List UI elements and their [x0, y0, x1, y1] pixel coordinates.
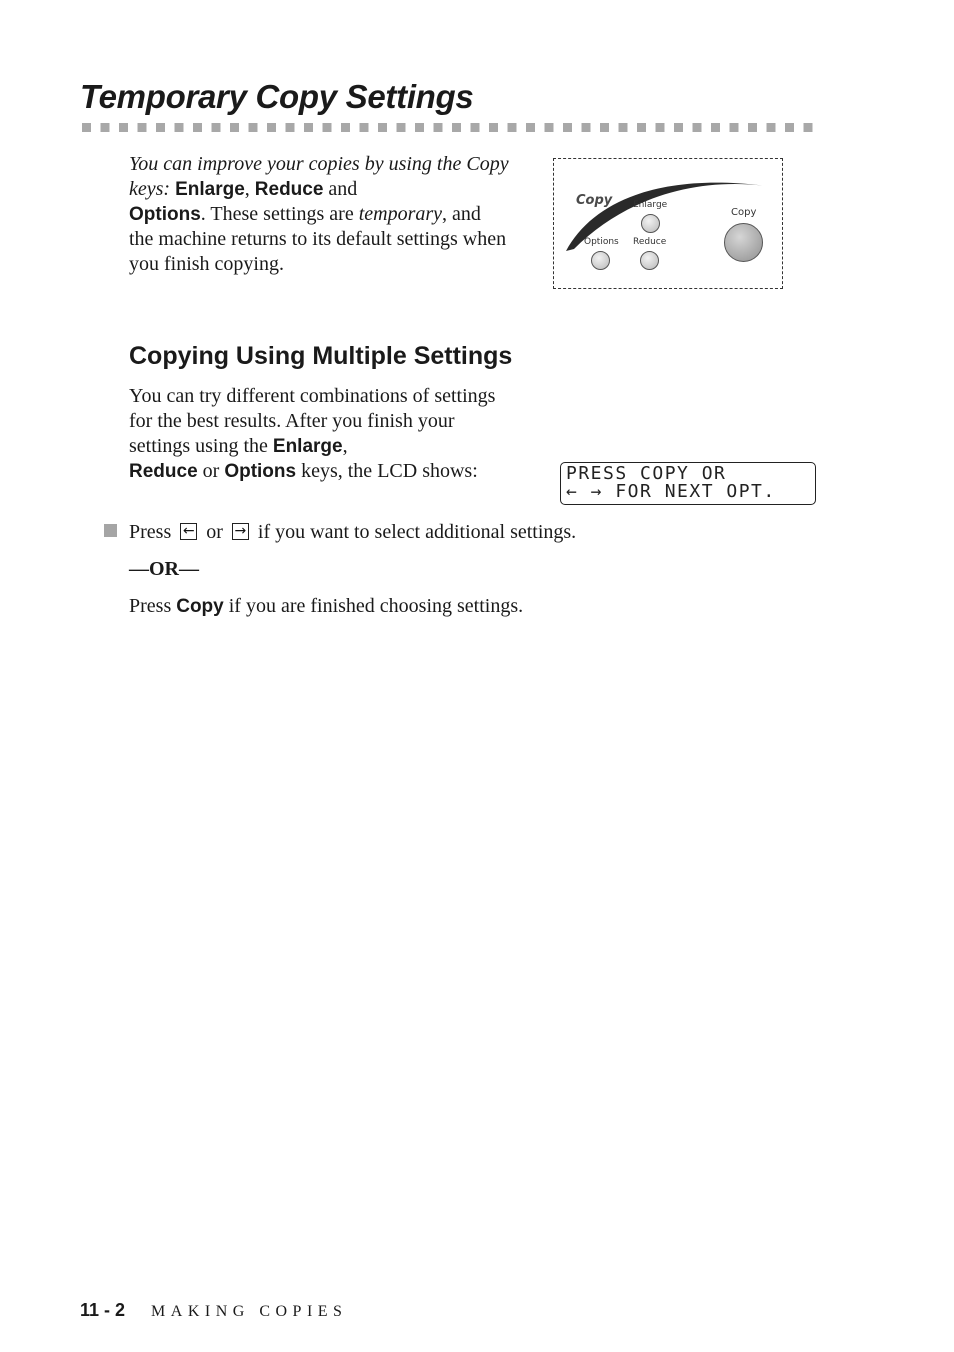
intro-text-2: . These settings are	[200, 203, 359, 225]
body-comma: ,	[342, 435, 348, 457]
key-copy: Copy	[176, 596, 224, 617]
intro-emphasis: temporary	[358, 203, 443, 225]
intro-and: and	[323, 178, 358, 200]
title-divider	[82, 123, 822, 132]
reduce-button[interactable]	[640, 251, 659, 270]
copy-instruction	[129, 594, 523, 619]
left-arrow-key-icon: ←	[180, 523, 197, 540]
key-options: Options	[224, 461, 297, 482]
bullet-marker	[104, 524, 117, 537]
key-reduce: Reduce	[129, 461, 198, 482]
body-text-2: keys, the LCD shows:	[296, 460, 478, 482]
copy-press: Press	[129, 595, 177, 617]
page-number: 11 - 2	[80, 1300, 126, 1320]
panel-options-label: Options	[584, 237, 619, 247]
options-button[interactable]	[591, 251, 610, 270]
copy-button[interactable]	[724, 223, 763, 262]
bullet-press: Press	[129, 521, 172, 543]
or-separator: —OR—	[129, 558, 199, 580]
panel-reduce-label: Reduce	[633, 237, 667, 247]
key-options: Options	[129, 204, 201, 225]
page-footer	[80, 1300, 347, 1321]
panel-copy-label: Copy	[731, 207, 757, 218]
key-enlarge: Enlarge	[272, 436, 343, 457]
intro-paragraph	[129, 152, 509, 277]
body-text-1: You can try different combinations of settings for the best results. After you finish your settings using the	[129, 385, 496, 457]
bullet-or: or	[206, 521, 223, 543]
enlarge-button[interactable]	[641, 214, 660, 233]
panel-enlarge-label: Enlarge	[633, 200, 668, 210]
section-heading: Copying Using Multiple Settings	[129, 342, 513, 370]
bullet-text: if you want to select additional settings.	[257, 521, 577, 543]
body-or: or	[197, 460, 225, 482]
body-paragraph	[129, 384, 509, 484]
intro-text-1: You can improve your copies by using the Copy keys:	[129, 153, 509, 200]
copy-keys-panel	[553, 158, 783, 289]
lcd-line-1: PRESS COPY OR	[566, 463, 727, 484]
intro-text-3: , and the machine returns to its default settings when you finish copying.	[129, 203, 507, 275]
chapter-title: MAKING COPIES	[151, 1303, 348, 1320]
lcd-line-2: ← → FOR NEXT OPT.	[566, 481, 776, 502]
copy-text: if you are finished choosing settings.	[223, 595, 524, 617]
key-reduce: Reduce	[254, 179, 324, 200]
panel-brand-label: Copy	[576, 193, 613, 208]
page-title: Temporary Copy Settings	[80, 78, 474, 115]
right-arrow-key-icon: →	[232, 523, 249, 540]
key-enlarge: Enlarge	[175, 179, 245, 200]
intro-comma: ,	[244, 178, 255, 200]
lcd-display	[560, 462, 816, 505]
bullet-instruction	[129, 520, 576, 545]
